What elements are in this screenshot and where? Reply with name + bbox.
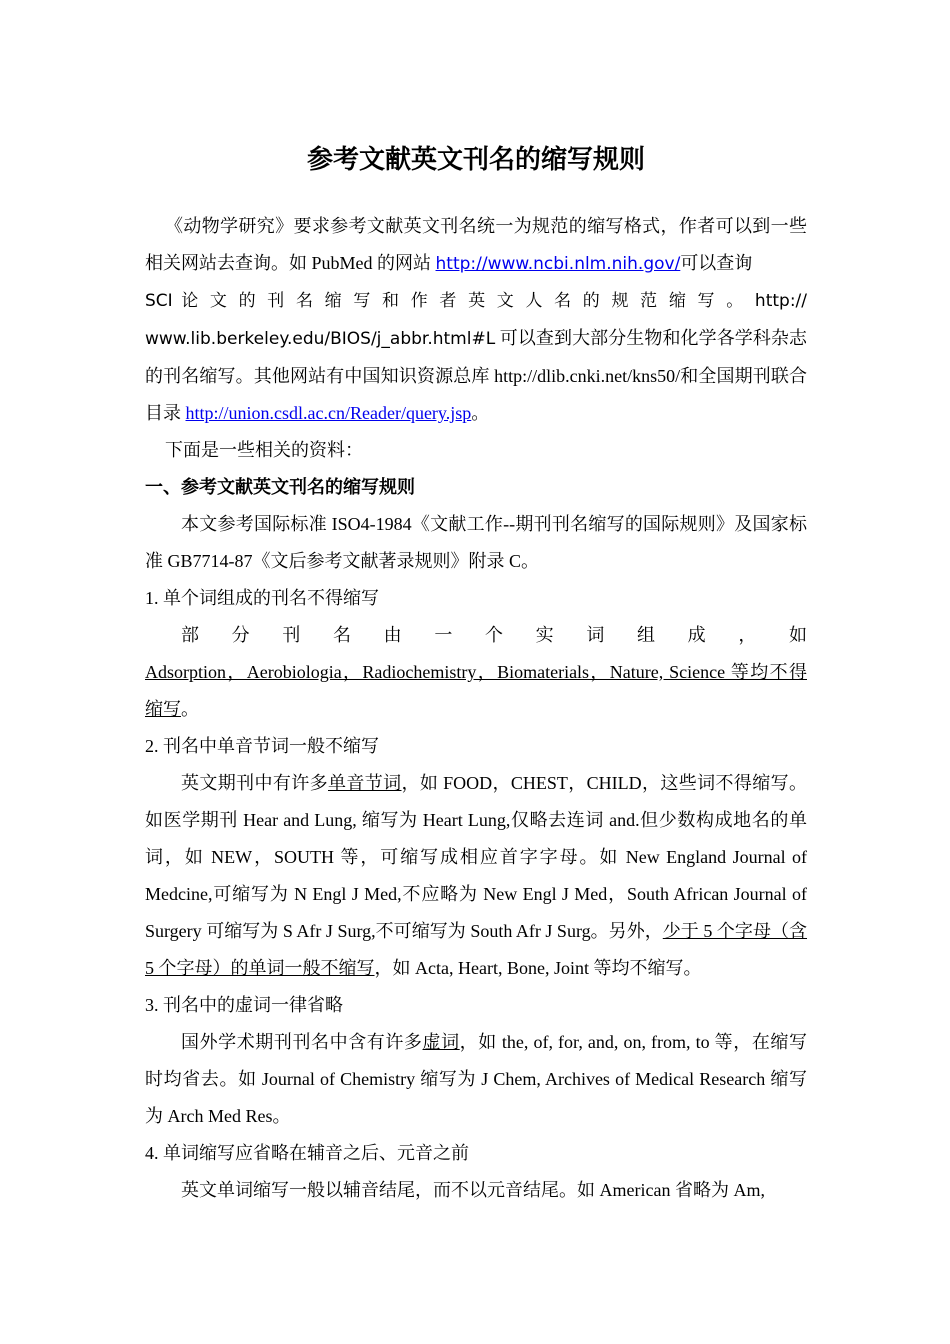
- rule3-text-a: 国外学术期刊刊名中含有许多: [181, 1032, 423, 1052]
- page-title: 参考文献英文刊名的缩写规则: [306, 145, 645, 175]
- rule3-heading: 3. 刊名中的虚词一律省略: [145, 995, 343, 1015]
- rule3-paragraph: [145, 1024, 807, 1135]
- section1-heading: 一、参考文献英文刊名的缩写规则: [145, 477, 415, 497]
- rule2-text-c: ，如 Acta, Heart, Bone, Joint 等均不缩写。: [374, 958, 702, 978]
- rule3-text-b: ，如 the, of, for, and, on, from, to 等，在缩写时均省去。如 Journal of Chemistry 缩写为 J Chem, Archives of Medical Research 缩写为 Arch Med Res。: [145, 1032, 807, 1126]
- rule2-text-a: 英文期刊中有许多: [181, 773, 328, 793]
- rule1-end: 。: [181, 699, 199, 719]
- rule4-paragraph: 英文单词缩写一般以辅音结尾，而不以元音结尾。如 American 省略为 Am,: [181, 1180, 765, 1200]
- rule4-heading: 4. 单词缩写应省略在辅音之后、元音之前: [145, 1143, 469, 1163]
- intro-text-a: 《动物学研究》要求参考文献英文刊名统一为规范的缩写格式，作者可以到一些相关网站去查询。如 PubMed 的网站: [145, 216, 807, 273]
- intro-paragraph-cont: [145, 320, 807, 432]
- intro-text-b: 可以查询: [680, 253, 753, 273]
- rule1-heading: 1. 单个词组成的刊名不得缩写: [145, 588, 379, 608]
- csdl-link[interactable]: http://union.csdl.ac.cn/Reader/query.jsp: [185, 403, 472, 423]
- rule2-heading: 2. 刊名中单音节词一般不缩写: [145, 736, 379, 756]
- berkeley-url: www.lib.berkeley.edu/BIOS/j_abbr.html#L: [145, 329, 496, 349]
- rule1-examples-underlined: Adsorption，Aerobiologia，Radiochemistry，Biomaterials，Nature, Science 等均不得缩写: [145, 662, 807, 719]
- intro-paragraph: [145, 208, 807, 283]
- rule2-underlined-b: 少于 5 个字母（含 5 个字母）的单词一般不缩写: [145, 921, 808, 978]
- intro-spread-line: SCI 论 文 的 刊 名 缩 写 和 作 者 英 文 人 名 的 规 范 缩 写 。 http://: [145, 291, 807, 311]
- rule2-text-b: ，如 FOOD，CHEST，CHILD，这些词不得缩写。如医学期刊 Hear and Lung, 缩写为 Heart Lung,仅略去连词 and.但少数构成地名的单词，如 NEW，SOUTH 等，可缩写成相应首字字母。如 New England Journal of Medcine,可缩写为 N Engl J Med,不应略为 New Engl J Med，South African Journal of Surgery 可缩写为 S Afr J Surg,不可缩写为 South Afr J Surg。另外，: [145, 773, 807, 941]
- rule1-spread-line: 部 分 刊 名 由 一 个 实 词 组 成 ， 如: [181, 625, 807, 645]
- rule3-underlined: 虚词: [422, 1032, 460, 1052]
- intro-paragraph-2: 下面是一些相关的资料：: [165, 440, 363, 460]
- document-page: [145, 140, 807, 1209]
- intro-text-d: 。: [471, 403, 490, 423]
- section1-paragraph: 本文参考国际标准 ISO4-1984《文献工作--期刊刊名缩写的国际规则》及国家标准 GB7714-87《文后参考文献著录规则》附录 C。: [145, 514, 807, 571]
- rule1-examples: [145, 654, 807, 728]
- pubmed-link[interactable]: http://www.ncbi.nlm.nih.gov/: [435, 254, 681, 274]
- rule2-paragraph: [145, 765, 807, 987]
- rule2-underlined-a: 单音节词: [328, 773, 402, 793]
- intro-text-c: 可以查到大部分生物和化学各学科杂志的刊名缩写。其他网站有中国知识资源总库 http://dlib.cnki.net/kns50/和全国期刊联合目录: [145, 328, 807, 423]
